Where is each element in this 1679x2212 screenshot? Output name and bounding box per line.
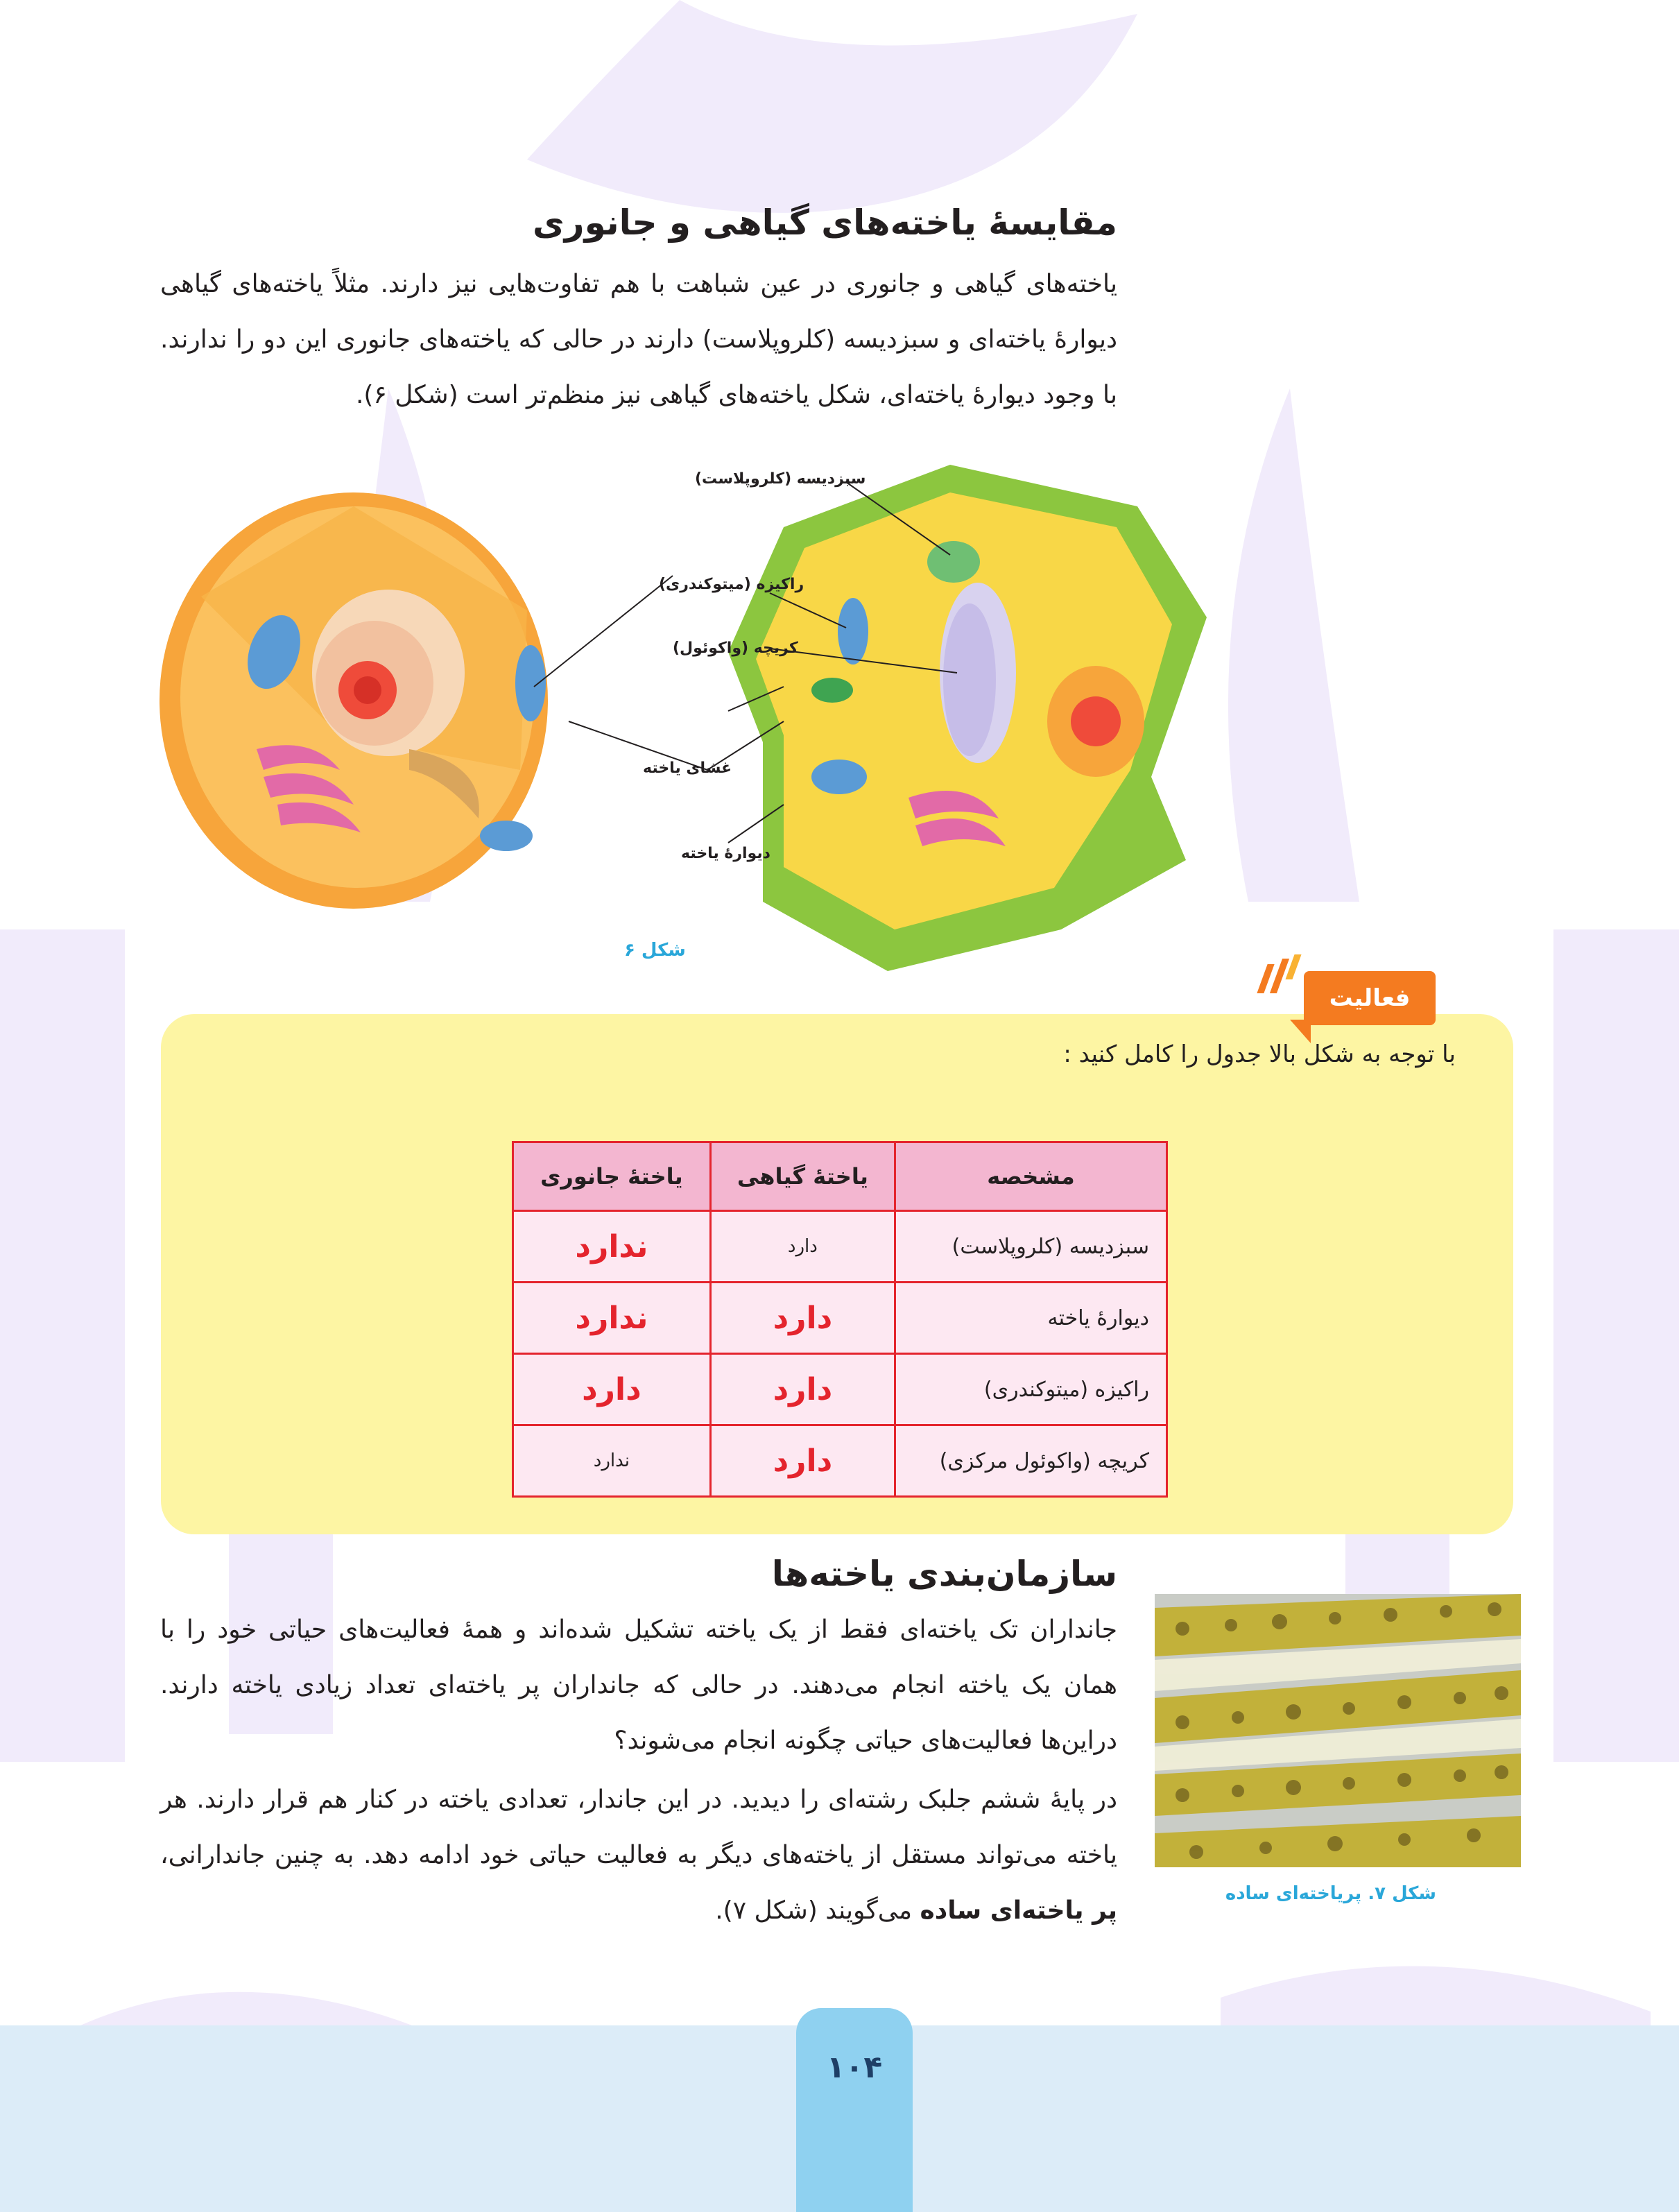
table-row bbox=[513, 1211, 1167, 1283]
header-plant: یاختهٔ گیاهی bbox=[710, 1142, 895, 1211]
row-plant-value: دارد bbox=[710, 1211, 895, 1283]
comparison-table bbox=[512, 1141, 1168, 1498]
figure-6 bbox=[160, 444, 1214, 971]
label-vacuole: کریچه (واکوئول) bbox=[673, 640, 798, 657]
table-header-row bbox=[513, 1142, 1167, 1211]
label-cell-wall: دیوارهٔ یاخته bbox=[681, 845, 770, 862]
table-row bbox=[513, 1283, 1167, 1354]
row-feature: کریچه (واکوئول مرکزی) bbox=[895, 1425, 1166, 1497]
row-plant-value: دارد bbox=[710, 1283, 895, 1354]
row-plant-value: دارد bbox=[710, 1354, 895, 1425]
row-feature: سبزدیسه (کلروپلاست) bbox=[895, 1211, 1166, 1283]
label-chloroplast: سبزدیسه (کلروپلاست) bbox=[695, 470, 866, 488]
paragraph-2-text: در پایهٔ ششم جلبک رشته‌ای را دیدید. در این جاندار، تعدادی یاخته در کنار هم قرار دارند. هر یاخته می‌تواند مستقل از یاخته‌های دیگر به فعالیت حیاتی خود ادامه دهد. به چنین جاندارانی، bbox=[160, 1785, 1117, 1869]
section1-paragraph: یاخته‌های گیاهی و جانوری در عین شباهت با هم تفاوت‌هایی نیز دارند. مثلاً یاخته‌های گیاهی دیوارهٔ یاخته‌ای و سبزدیسه (کلروپلاست) دارند در حالی که یاخته‌های جانوری این دو را ندارند. با وجود دیوارهٔ یاخته‌ای، شکل یاخته‌های گیاهی نیز منظم‌تر است (شکل ۶). bbox=[160, 270, 1117, 409]
section1-heading: مقایسهٔ یاخته‌های گیاهی و جانوری bbox=[532, 203, 1117, 243]
figure-6-caption: شکل ۶ bbox=[624, 940, 686, 961]
label-membrane: غشای یاخته bbox=[643, 760, 732, 777]
page-number: ۱۰۴ bbox=[826, 2050, 883, 2085]
section2-paragraph-2 bbox=[160, 1772, 1117, 1939]
table-row bbox=[513, 1354, 1167, 1425]
header-animal: یاختهٔ جانوری bbox=[513, 1142, 711, 1211]
figure-7-algae-photo bbox=[1155, 1594, 1521, 1867]
row-animal-value: ندارد bbox=[513, 1425, 711, 1497]
figure-7-caption: شکل ۷. پریاخته‌ای ساده bbox=[1225, 1883, 1436, 1904]
cell-illustration bbox=[160, 444, 1214, 971]
paragraph-2-end: می‌گویند (شکل ۷). bbox=[715, 1896, 920, 1925]
section2-paragraph-1: جانداران تک یاخته‌ای فقط از یک یاخته تشکیل شده‌اند و همهٔ فعالیت‌های حیاتی خود را با همان یک یاخته انجام می‌دهند. در حالی که جانداران پر یاخته‌ای تعداد زیادی یاخته دارند. دراین‌ها فعالیت‌های حیاتی چگونه انجام می‌شوند؟ bbox=[160, 1615, 1117, 1755]
activity-badge-tail bbox=[1290, 1020, 1311, 1043]
plant-cell bbox=[728, 465, 1207, 971]
paragraph-2-bold-term: پر یاخته‌ای ساده bbox=[920, 1896, 1117, 1925]
row-animal-value: ندارد bbox=[513, 1283, 711, 1354]
row-plant-value: دارد bbox=[710, 1425, 895, 1497]
row-feature: دیوارهٔ یاخته bbox=[895, 1283, 1166, 1354]
table-row bbox=[513, 1425, 1167, 1497]
activity-badge: فعالیت bbox=[1304, 971, 1436, 1025]
row-animal-value: دارد bbox=[513, 1354, 711, 1425]
header-feature: مشخصه bbox=[895, 1142, 1166, 1211]
activity-instruction: با توجه به شکل بالا جدول را کامل کنید : bbox=[1063, 1040, 1456, 1068]
row-animal-value: ندارد bbox=[513, 1211, 711, 1283]
section2-heading: سازمان‌بندی یاخته‌ها bbox=[771, 1554, 1117, 1594]
animal-cell bbox=[160, 492, 548, 909]
row-feature: راکیزه (میتوکندری) bbox=[895, 1354, 1166, 1425]
page-number-tab bbox=[796, 2008, 913, 2212]
label-mitochondria: راکیزه (میتوکندری) bbox=[659, 576, 804, 593]
